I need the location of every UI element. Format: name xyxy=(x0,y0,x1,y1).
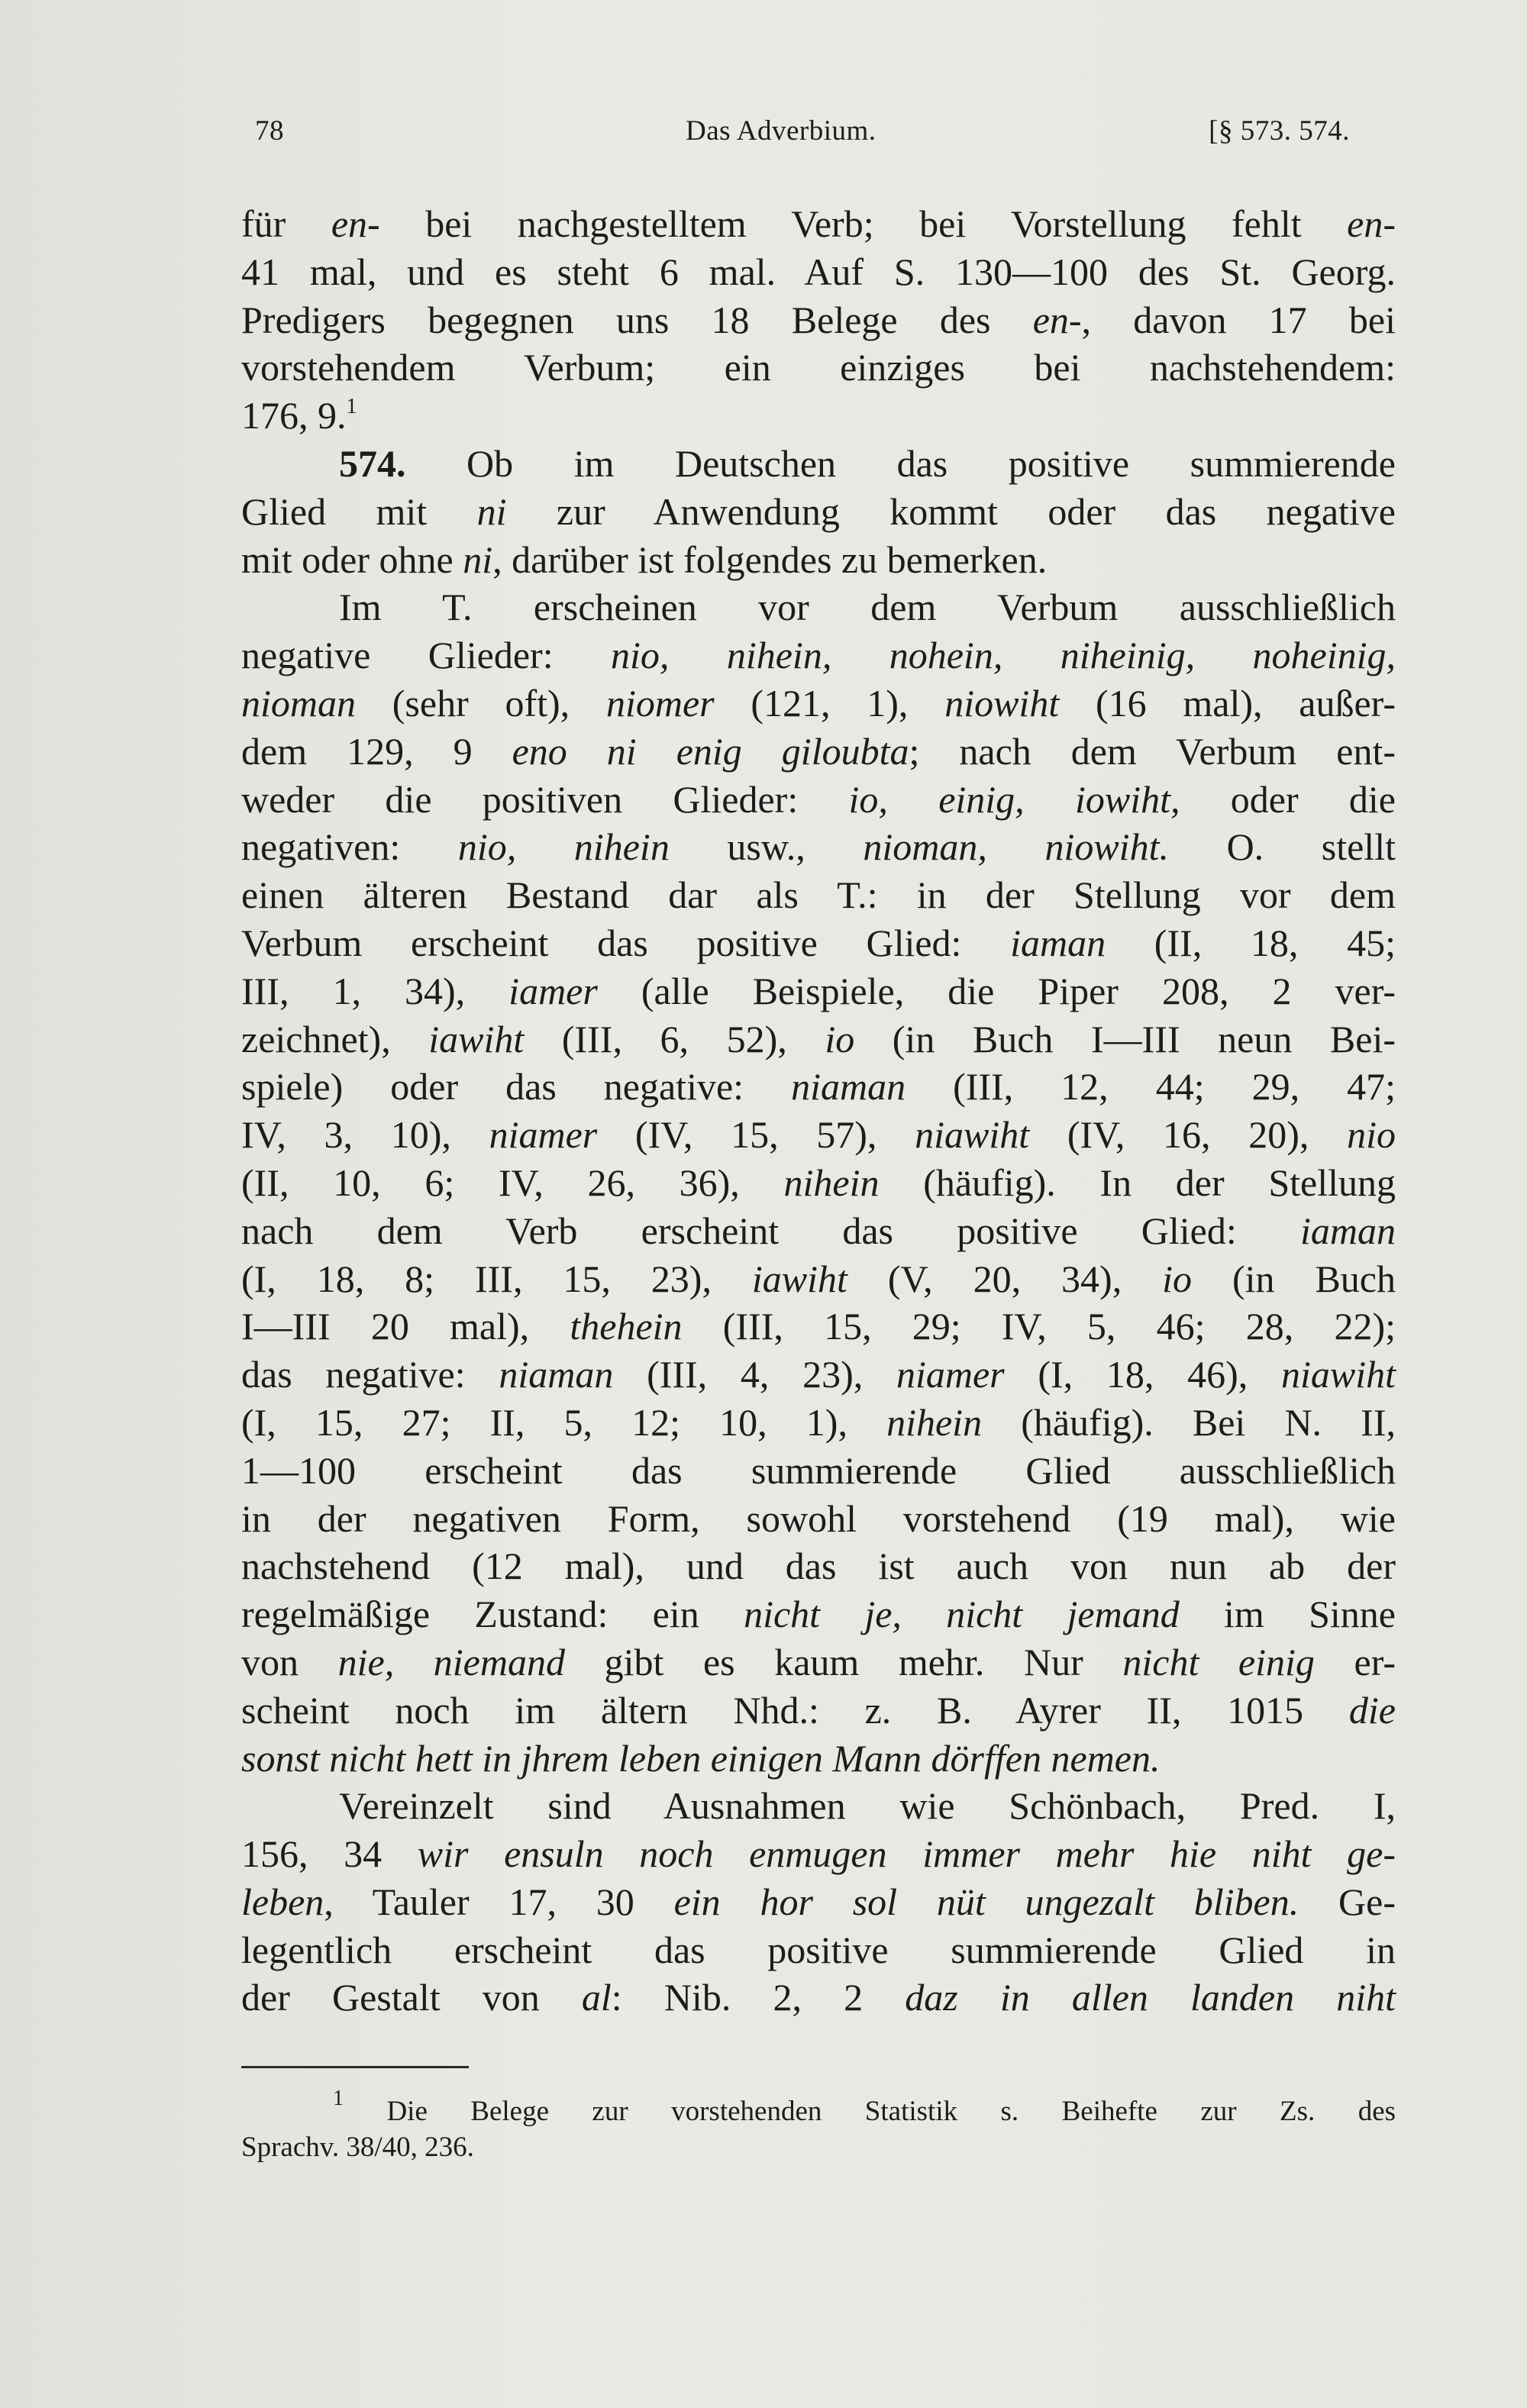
main-text xyxy=(241,200,1396,2022)
text-line: legentlich erscheint das positive summierende Glied in xyxy=(241,1928,1396,1971)
text-line: Glied mit ni zur Anwendung kommt oder das negative xyxy=(241,489,1396,533)
footnote-marker: 1 xyxy=(333,2087,344,2110)
footnote-ref: 1 xyxy=(346,395,357,419)
text-line: nioman (sehr oft), niomer (121, 1), niowiht (16 mal), außer- xyxy=(241,681,1396,725)
footnote-line-1: $^1$ Die Belege zur vorstehenden Statistik s. Beihefte zur Zs. des xyxy=(333,2087,1396,2127)
text-line: in der negativen Form, sowohl vorstehend (19 mal), wie xyxy=(241,1496,1396,1540)
section-reference: [§ 573. 574. xyxy=(1209,115,1350,147)
text-line: scheint noch im ältern Nhd.: z. B. Ayrer II, 1015 die xyxy=(241,1688,1396,1732)
text-line: von nie, niemand gibt es kaum mehr. Nur nicht einig er- xyxy=(241,1640,1396,1683)
text-line: negative Glieder: nio, nihein, nohein, niheinig, noheinig, xyxy=(241,634,1396,677)
text-line: dem 129, 9 eno ni enig giloubta; nach dem Verbum ent- xyxy=(241,729,1396,773)
text-line: 574. Ob im Deutschen das positive summierende xyxy=(339,441,1396,485)
text-line: Vereinzelt sind Ausnahmen wie Schönbach, Pred. I, xyxy=(339,1784,1396,1828)
page-number: 78 xyxy=(255,115,284,147)
text-line: das negative: niaman (III, 4, 23), niamer (I, 18, 46), niawiht xyxy=(241,1353,1396,1396)
footnote xyxy=(241,2087,1396,2165)
text-line: negativen: nio, nihein usw., nioman, niowiht. O. stellt xyxy=(241,825,1396,869)
paragraph-exceptions xyxy=(241,1782,1396,2022)
text-line: sonst nicht hett in jhrem leben einigen Mann dörffen nemen. xyxy=(241,1736,1161,1780)
text-line: nach dem Verb erscheint das positive Glied: iaman xyxy=(241,1209,1396,1252)
text-line: 176, 9.$^1$ xyxy=(241,394,357,437)
text-line: mit oder ohne ni, darüber ist folgendes zu bemerken. xyxy=(241,537,1048,581)
text-line: 1—100 erscheint das summierende Glied ausschließlich xyxy=(241,1448,1396,1492)
text-line: (I, 15, 27; II, 5, 12; 10, 1), nihein (häufig). Bei N. II, xyxy=(241,1400,1396,1444)
text-line: für en- bei nachgestelltem Verb; bei Vorstellung fehlt en- xyxy=(241,202,1396,245)
text-line: vorstehendem Verbum; ein einziges bei nachstehendem: xyxy=(241,346,1396,389)
text-line: Predigers begegnen uns 18 Belege des en-, davon 17 bei xyxy=(241,298,1396,341)
text-line: (I, 18, 8; III, 15, 23), iawiht (V, 20, 34), io (in Buch xyxy=(241,1257,1396,1300)
text-line: spiele) oder das negative: niaman (III, 12, 44; 29, 47; xyxy=(241,1065,1396,1109)
text-line: (II, 10, 6; IV, 26, 36), nihein (häufig). In der Stellung xyxy=(241,1160,1396,1204)
text-line: leben, Tauler 17, 30 ein hor sol nüt ungezalt bliben. Ge- xyxy=(241,1880,1396,1923)
paragraph-continuation xyxy=(241,200,1396,440)
footnote-rule xyxy=(241,2066,469,2068)
text-line: IV, 3, 10), niamer (IV, 15, 57), niawiht (IV, 16, 20), nio xyxy=(241,1113,1396,1157)
text-line: Verbum erscheint das positive Glied: iaman (II, 18, 45; xyxy=(241,921,1396,964)
text-line: zeichnet), iawiht (III, 6, 52), io (in Buch I—III neun Bei- xyxy=(241,1017,1396,1060)
text-line: nachstehend (12 mal), und das ist auch von nun ab der xyxy=(241,1545,1396,1588)
text-line: weder die positiven Glieder: io, einig, iowiht, oder die xyxy=(241,777,1396,821)
section-number: 574. xyxy=(339,441,406,485)
text-line: I—III 20 mal), thehein (III, 15, 29; IV, 5, 46; 28, 22); xyxy=(241,1305,1396,1348)
text-line: einen älteren Bestand dar als T.: in der Stellung vor dem xyxy=(241,873,1396,917)
section-574 xyxy=(241,440,1396,1782)
text-line: der Gestalt von al: Nib. 2, 2 daz in allen landen niht xyxy=(241,1976,1396,2019)
text-line: 41 mal, und es steht 6 mal. Auf S. 130—100 des St. Georg. xyxy=(241,250,1396,293)
footnote-line-2: Sprachv. 38/40, 236. xyxy=(241,2132,474,2163)
running-header xyxy=(243,115,1388,160)
text-line: regelmäßige Zustand: ein nicht je, nicht jemand im Sinne xyxy=(241,1593,1396,1636)
text-line: 156, 34 wir ensuln noch enmugen immer mehr hie niht ge- xyxy=(241,1832,1396,1876)
running-title: Das Adverbium. xyxy=(686,115,876,147)
text-line: Im T. erscheinen vor dem Verbum ausschließlich xyxy=(339,586,1396,629)
text-line: III, 1, 34), iamer (alle Beispiele, die Piper 208, 2 ver- xyxy=(241,969,1396,1012)
